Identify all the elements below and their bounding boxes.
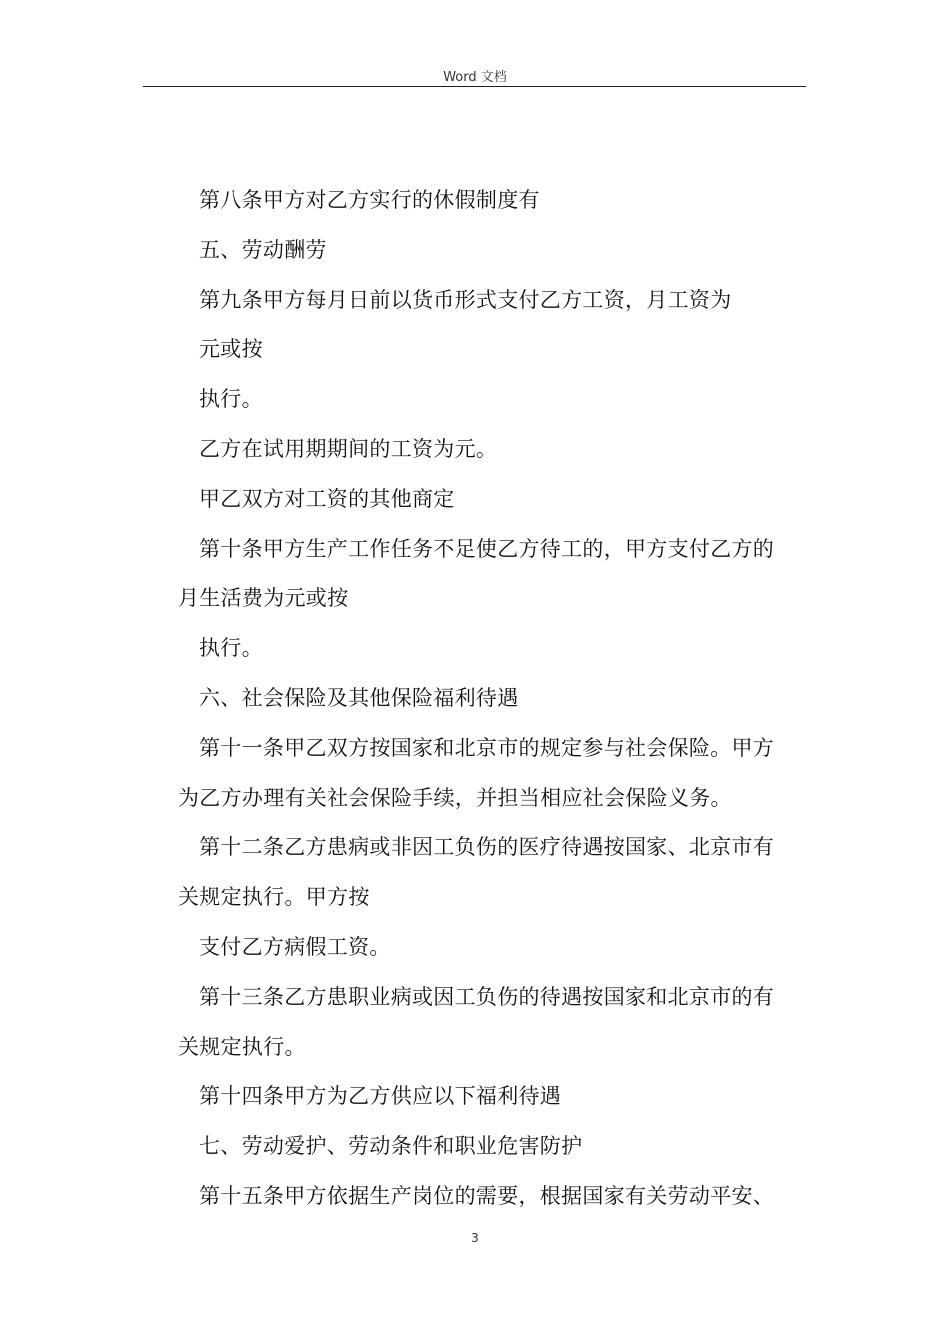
paragraph-line: 执行。	[199, 387, 263, 412]
paragraph-line: 执行。	[199, 636, 263, 661]
paragraph-line: 为乙方办理有关社会保险手续，并担当相应社会保险义务。	[178, 785, 732, 810]
document-body	[178, 178, 808, 1224]
paragraph-line: 关规定执行。	[178, 1034, 306, 1059]
paragraph-line: 第十一条甲乙双方按国家和北京市的规定参与社会保险。甲方	[199, 735, 775, 760]
paragraph-line: 元或按	[199, 337, 263, 362]
page-header: Word 文档	[443, 70, 507, 85]
paragraph-line: 第十四条甲方为乙方供应以下福利待遇	[199, 1084, 562, 1109]
paragraph-line: 乙方在试用期期间的工资为元。	[199, 436, 498, 461]
paragraph-line: 支付乙方病假工资。	[199, 934, 391, 959]
paragraph-line: 六、社会保险及其他保险福利待遇	[199, 685, 519, 710]
header-rule	[143, 86, 806, 87]
page-number: 3	[471, 1231, 479, 1245]
paragraph-line: 第十五条甲方依据生产岗位的需要，根据国家有关劳动平安、	[199, 1183, 775, 1208]
paragraph-line: 第十二条乙方患病或非因工负伤的医疗待遇按国家、北京市有	[199, 835, 775, 860]
paragraph-line: 月生活费为元或按	[178, 586, 349, 611]
paragraph-line: 甲乙双方对工资的其他商定	[199, 486, 455, 511]
paragraph-line: 第八条甲方对乙方实行的休假制度有	[199, 188, 540, 212]
paragraph-line: 五、劳动酬劳	[199, 237, 327, 262]
paragraph-line: 第十三条乙方患职业病或因工负伤的待遇按国家和北京市的有	[199, 984, 775, 1009]
paragraph-line: 关规定执行。甲方按	[178, 885, 370, 910]
paragraph-line: 第十条甲方生产工作任务不足使乙方待工的，甲方支付乙方的	[199, 536, 775, 561]
paragraph-line: 第九条甲方每月日前以货币形式支付乙方工资，月工资为	[199, 287, 732, 312]
paragraph-line: 七、劳动爱护、劳动条件和职业危害防护	[199, 1134, 583, 1159]
